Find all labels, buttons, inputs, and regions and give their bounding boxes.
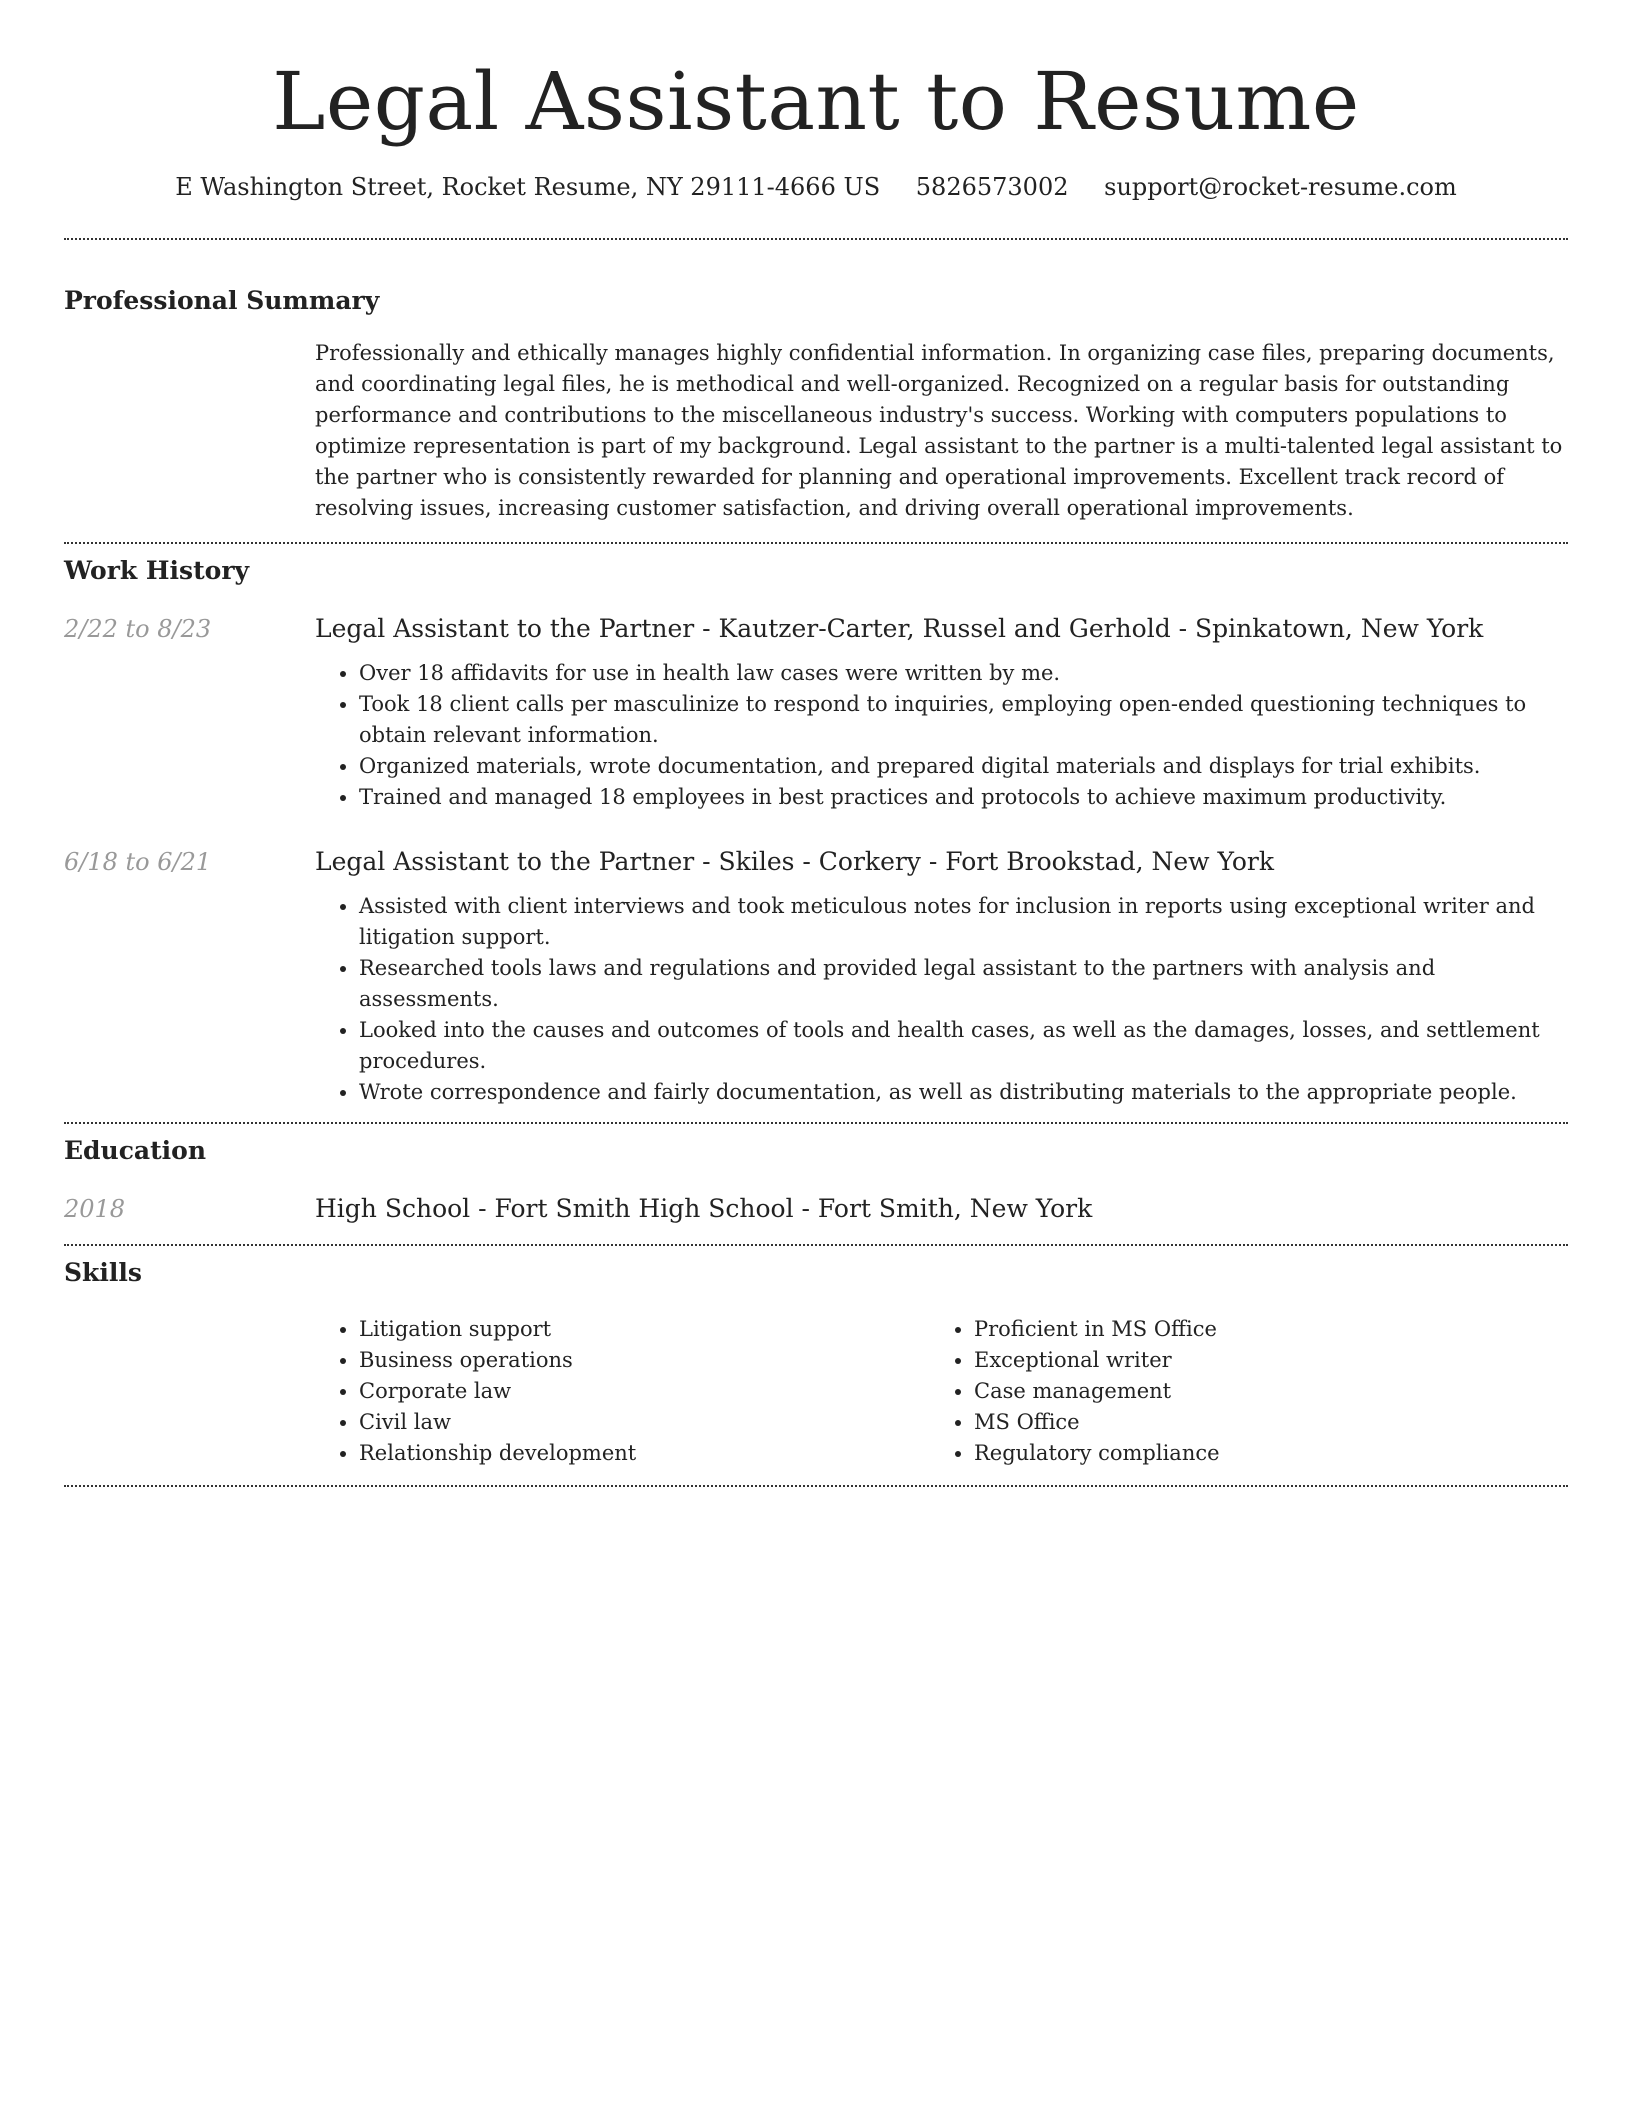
job-bullets <box>315 891 1568 1108</box>
job-dates: 2/22 to 8/23 <box>64 615 212 643</box>
job-bullet: • Took 18 client calls per masculinize to respond to inquiries, employing open-ended questioning techniques to obtain relevant information. <box>359 689 1568 751</box>
skill-item: • Proficient in MS Office <box>974 1314 1545 1345</box>
job-bullet: • Assisted with client interviews and took meticulous notes for inclusion in reports using exceptional writer and litigation support. <box>359 891 1568 953</box>
job-heading: Legal Assistant to the Partner - Kautzer-Carter, Russel and Gerhold - Spinkatown, New York <box>315 614 1484 643</box>
skill-item: • Exceptional writer <box>974 1345 1545 1376</box>
skill-item: • Case management <box>974 1376 1545 1407</box>
summary-section <box>64 240 1568 524</box>
contact-phone: 5826573002 <box>915 173 1069 201</box>
education-entry <box>64 1192 1568 1226</box>
job-bullet: • Organized materials, wrote documentation, and prepared digital materials and displays for trial exhibits. <box>359 751 1568 782</box>
skills-column-left <box>315 1314 930 1469</box>
job-entry <box>64 845 1568 1108</box>
job-bullet: • Looked into the causes and outcomes of tools and health cases, as well as the damages, losses, and settlement procedures. <box>359 1015 1568 1077</box>
job-bullets <box>315 658 1568 813</box>
contact-line <box>64 170 1568 204</box>
work-history-heading: Work History <box>64 556 250 585</box>
skill-item: • Civil law <box>359 1407 930 1438</box>
skill-item: • Business operations <box>359 1345 930 1376</box>
resume-title: Legal Assistant to Resume <box>272 55 1360 148</box>
education-year: 2018 <box>64 1195 126 1223</box>
skills-section <box>64 1246 1568 1469</box>
job-bullet: • Wrote correspondence and fairly documentation, as well as distributing materials to the appropriate people. <box>359 1077 1568 1108</box>
job-bullet: • Researched tools laws and regulations and provided legal assistant to the partners with analysis and assessments. <box>359 953 1568 1015</box>
job-dates: 6/18 to 6/21 <box>64 848 212 876</box>
skill-item: • Corporate law <box>359 1376 930 1407</box>
job-entry <box>64 612 1568 813</box>
contact-address: E Washington Street, Rocket Resume, NY 29111-4666 US <box>175 173 881 201</box>
education-section <box>64 1124 1568 1226</box>
job-bullet: • Over 18 affidavits for use in health law cases were written by me. <box>359 658 1568 689</box>
summary-text: Professionally and ethically manages highly confidential information. In organizing case files, preparing documents, and coordinating legal files, he is methodical and well-organized. Recognized on a regular basis for outstanding performance and contributions to the miscellaneous industry's success. Working with computers populations to optimize representation is part of my background. Legal assistant to the partner is a multi-talented legal assistant to the partner who is consistently rewarded for planning and operational improvements. Excellent track record of resolving issues, increasing customer satisfaction, and driving overall operational improvements. <box>315 341 1563 520</box>
skills-columns <box>315 1314 1568 1469</box>
education-heading-text: High School - Fort Smith High School - Fort Smith, New York <box>315 1194 1093 1223</box>
skill-item: • Litigation support <box>359 1314 930 1345</box>
skills-heading: Skills <box>64 1258 142 1287</box>
job-heading: Legal Assistant to the Partner - Skiles - Corkery - Fort Brookstad, New York <box>315 847 1274 876</box>
work-history-section <box>64 544 1568 1108</box>
skill-item: • Regulatory compliance <box>974 1438 1545 1469</box>
education-heading: Education <box>64 1136 207 1165</box>
skill-item: • MS Office <box>974 1407 1545 1438</box>
job-bullet: • Trained and managed 18 employees in best practices and protocols to achieve maximum productivity. <box>359 782 1568 813</box>
summary-heading: Professional Summary <box>64 286 380 315</box>
divider <box>64 1485 1568 1487</box>
skills-column-right <box>930 1314 1545 1469</box>
contact-email: support@rocket-resume.com <box>1104 173 1457 201</box>
skill-item: • Relationship development <box>359 1438 930 1469</box>
